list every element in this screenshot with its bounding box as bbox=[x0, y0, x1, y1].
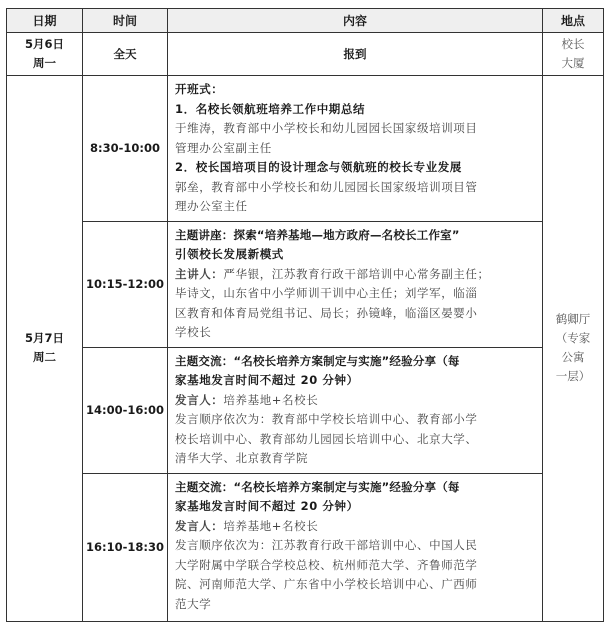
content-cell bbox=[168, 473, 543, 621]
speaker-info bbox=[175, 517, 536, 537]
speaking-order: 大学附属中学联合学校总校、杭州师范大学、齐鲁师范学 bbox=[175, 557, 478, 572]
speaker-info: 于维涛，教育部中小学校长和幼儿园园长国家级培训项目 bbox=[175, 121, 478, 135]
time-cell: 14:00-16:00 bbox=[83, 347, 168, 473]
header-time: 时间 bbox=[83, 9, 168, 33]
time-cell: 全天 bbox=[83, 33, 168, 76]
speaker-info: 毕诗文，山东省中小学师训干训中心主任；刘学军，临淄 bbox=[175, 286, 478, 300]
agenda-item-title: 1．名校长领航班培养工作中期总结 bbox=[175, 101, 366, 116]
table-row-session-2 bbox=[7, 221, 604, 347]
exchange-title: 主题交流：“名校长培养方案制定与实施”经验分享（每 bbox=[175, 479, 460, 494]
location-cell bbox=[543, 76, 604, 622]
speaking-order: 院、河南师范大学、广东省中小学校长培训中心、广西师 bbox=[175, 577, 478, 591]
speaker-text: 严华银，江苏教育行政干部培训中心常务副主任； bbox=[223, 266, 490, 281]
header-location: 地点 bbox=[543, 9, 604, 33]
table-row-registration bbox=[7, 33, 604, 76]
speaker-info: 理办公室主任 bbox=[175, 199, 248, 213]
schedule-table bbox=[6, 8, 604, 622]
header-date: 日期 bbox=[7, 9, 83, 33]
date-day: 5月6日 bbox=[24, 37, 64, 51]
speaker-info: 郭垒，教育部中小学校长和幼儿园园长国家级培训项目管 bbox=[175, 179, 478, 194]
location-line: 一层） bbox=[555, 369, 591, 384]
date-cell bbox=[7, 76, 83, 622]
lecture-title: 引领校长发展新模式 bbox=[175, 247, 284, 261]
table-row-session-4 bbox=[7, 473, 604, 621]
date-cell bbox=[7, 33, 83, 76]
speaking-order: 范大学 bbox=[175, 596, 212, 611]
opening-label: 开班式： bbox=[175, 82, 224, 96]
location-line: （专家 bbox=[555, 331, 591, 346]
speaker-label: 发言人： bbox=[175, 518, 224, 533]
speaker-label: 主讲人： bbox=[175, 266, 224, 281]
speaker-info: 管理办公室副主任 bbox=[175, 140, 272, 155]
header-row bbox=[7, 9, 604, 33]
content-cell bbox=[168, 347, 543, 473]
time-cell: 10:15-12:00 bbox=[83, 221, 168, 347]
lecture-title: 主题讲座：探索“培养基地—地方政府—名校长工作室” bbox=[175, 227, 460, 242]
date-day: 5月7日 bbox=[24, 331, 64, 346]
speaker-text: 培养基地+名校长 bbox=[223, 518, 319, 533]
content-cell bbox=[168, 221, 543, 347]
exchange-title: 主题交流：“名校长培养方案制定与实施”经验分享（每 bbox=[175, 353, 460, 368]
location-line: 公寓 bbox=[561, 350, 585, 365]
time-cell: 8:30-10:00 bbox=[83, 76, 168, 222]
speaking-order: 发言顺序依次为：江苏教育行政干部培训中心、中国人民 bbox=[175, 538, 478, 552]
agenda-item-title: 2．校长国培项目的设计理念与领航班的校长专业发展 bbox=[175, 160, 462, 174]
location-line: 校长 bbox=[561, 37, 585, 51]
exchange-title: 家基地发言时间不超过 20 分钟） bbox=[175, 499, 359, 513]
speaker-info: 学校长 bbox=[175, 325, 212, 339]
speaker-label: 发言人： bbox=[175, 392, 224, 407]
speaker-info bbox=[175, 265, 536, 285]
content-cell bbox=[168, 76, 543, 222]
table-row-session-3 bbox=[7, 347, 604, 473]
location-line: 鹤卿厅 bbox=[555, 312, 591, 327]
speaker-text: 培养基地+名校长 bbox=[223, 392, 319, 407]
speaking-order: 清华大学、北京教育学院 bbox=[175, 451, 309, 465]
header-content: 内容 bbox=[168, 9, 543, 33]
content-cell: 报到 bbox=[168, 33, 543, 76]
speaker-info bbox=[175, 391, 536, 411]
date-weekday: 周一 bbox=[33, 56, 56, 70]
date-weekday: 周二 bbox=[33, 350, 56, 365]
location-cell bbox=[543, 33, 604, 76]
exchange-title: 家基地发言时间不超过 20 分钟） bbox=[175, 373, 359, 387]
location-line: 大厦 bbox=[561, 56, 585, 70]
speaking-order: 发言顺序依次为：教育部中学校长培训中心、教育部小学 bbox=[175, 412, 478, 426]
speaking-order: 校长培训中心、教育部幼儿园园长培训中心、北京大学、 bbox=[175, 431, 478, 446]
time-cell: 16:10-18:30 bbox=[83, 473, 168, 621]
table-row-session-1 bbox=[7, 76, 604, 222]
speaker-info: 区教育和体育局党组书记、局长；孙镜峰，临淄区晏婴小 bbox=[175, 305, 478, 320]
